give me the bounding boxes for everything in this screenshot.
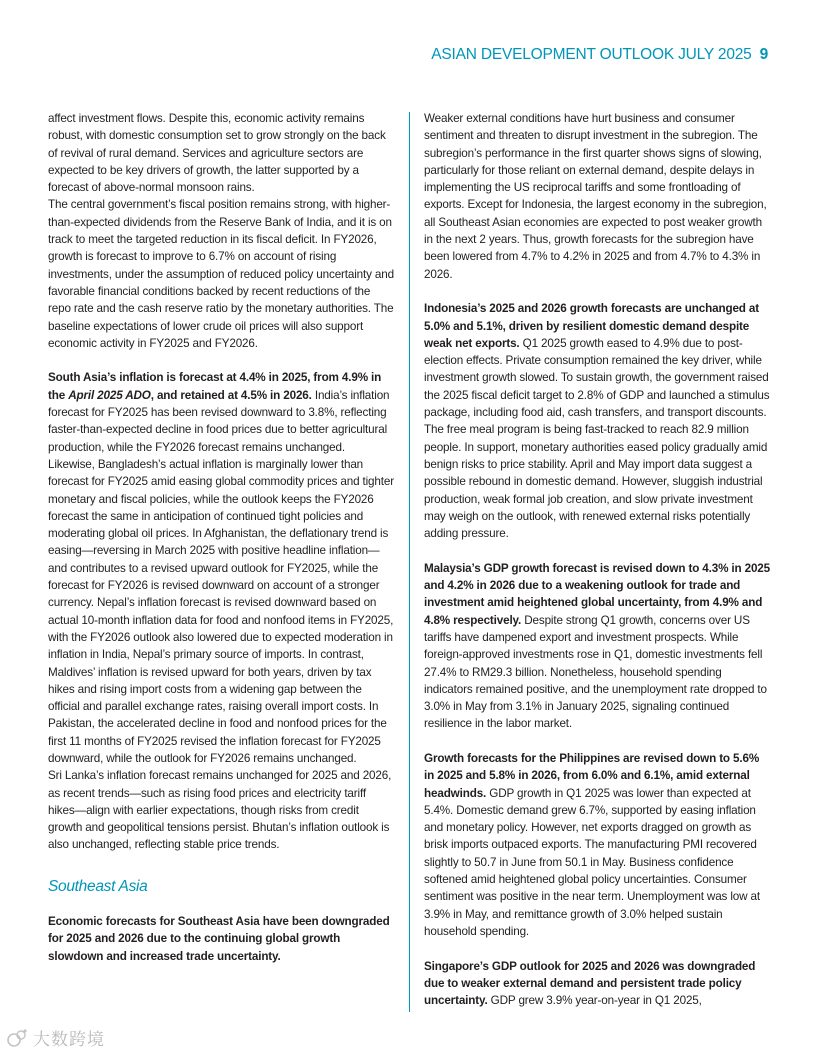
paragraph-philippines (424, 750, 770, 940)
watermark (6, 1025, 105, 1050)
lead-sentence: Malaysia’s GDP growth forecast is revised down to 4.3% in 2025 and 4.2% in 2026 due to a weakening outlook for trade and investment amid heightened global uncertainty, from 4.9% and 4.8% respectively. (424, 561, 770, 627)
report-title-italic: April 2025 ADO (68, 388, 151, 402)
paragraph-fiscal: The central government’s fiscal position remains strong, with higher-than-expected dividends from the Reserve Bank of India, and it is on track to meet the targeted reduction in its fiscal deficit. In FY2026, growth is forecast to improve to 6.7% on account of rising investments, under the assumption of reduced policy uncertainty and favorable financial conditions backed by recent reductions of the repo rate and the cash reserve ratio by the monetary authorities. The baseline expectations of lower crude oil prices will also support economic activity in FY2025 and FY2026. (48, 198, 394, 350)
body-text: Q1 2025 growth eased to 4.9% due to post-election effects. Private consumption remained the key driver, while investment growth slowed. To sustain growth, the government raised the 2025 fiscal deficit target to 2.8% of GDP and launched a stimulus package, including food aid, cash transfers, and transport discounts. The free meal program is being fast-tracked to reach 82.9 million people. In support, monetary authorities eased policy gradually amid benign risks to price stability. April and May import data suggest a possible rebound in domestic demand. However, sluggish industrial production, weak formal job creation, and slow private investment may weigh on the outlook, with renewed external risks potentially adding pressure. (424, 336, 770, 541)
left-column (48, 110, 394, 965)
body-text: Despite strong Q1 growth, concerns over US tariffs have dampened export and investment prospects. While foreign-approved investments rose in Q1, domestic investments fell 27.4% to RM29.3 billion. Nonetheless, household spending indicators remained positive, and the unemployment rate dropped to 3.0% in May from 3.1% in January 2025, signaling continued resilience in the labor market. (424, 613, 767, 731)
running-header (431, 46, 768, 64)
paragraph-external-conditions: Weaker external conditions have hurt business and consumer sentiment and threaten to disrupt investment in the subregion. The subregion’s performance in the first quarter shows signs of slowing, particularly for those reliant on external demand, despite delays in implementing the US reciprocal tariffs and some frontloading of exports. Except for Indonesia, the largest economy in the subregion, all Southeast Asian economies are expected to post weaker growth in the next 2 years. Thus, growth forecasts for the subregion have been lowered from 4.7% to 4.2% in 2025 and from 4.7% to 4.3% in 2026. (424, 112, 767, 281)
paragraph-investment: affect investment flows. Despite this, economic activity remains robust, with domestic consumption set to grow strongly on the back of revival of rural demand. Services and agriculture sectors are expected to be key drivers of growth, the latter supported by a forecast of above-normal monsoon rains. (48, 112, 386, 195)
paragraph-southeast-asia-lead (48, 913, 394, 965)
right-column (424, 110, 770, 1009)
paragraph-indonesia (424, 300, 770, 542)
lead-sentence: Indonesia’s 2025 and 2026 growth forecasts are unchanged at 5.0% and 5.1%, driven by resilient domestic demand despite weak net exports. (424, 302, 759, 350)
section-heading-southeast-asia: Southeast Asia (48, 877, 148, 895)
body-text: India’s inflation forecast for FY2025 has been revised downward to 3.8%, reflecting faster-than-expected decline in food prices due to better agricultural production, while the FY2026 forecast remains unchanged. Likewise, Bangladesh’s actual inflation is marginally lower than forecast for FY2025 amid easing global commodity prices and tighter monetary and fiscal policies, while the outlook keeps the FY2026 forecast the same in anticipation of continued tight policies and moderating global oil prices. In Afghanistan, the deflationary trend is easing—reversing in March 2025 with positive headline inflation—and contributes to a revised upward outlook for FY2025, while the forecast for FY2026 is revised downward on account of a stronger currency. Nepal’s inflation forecast is revised downward based on actual 10-month inflation data for food and nonfood items in FY2025, with the FY2026 outlook also lowered due to expected moderation in inflation in India, Nepal’s primary source of imports. In contrast, Maldives’ inflation is revised upward for both years, driven by tax hikes and rising import costs from a widening gap between the official and parallel exchange rates, raising overall import costs. In Pakistan, the accelerated decline in food and nonfood prices for the first 11 months of FY2025 revised the inflation forecast for FY2025 downward, while the outlook for FY2026 remains unchanged. (48, 388, 394, 765)
body-text: GDP growth in Q1 2025 was lower than expected at 5.4%. Domestic demand grew 6.7%, supported by easing inflation and monetary policy. However, net exports dragged on growth as brisk imports outpaced exports. The manufacturing PMI recovered slightly to 50.7 in June from 50.1 in May. Business confidence softened amid heightened global policy uncertainties. Consumer sentiment was positive in the near term. Unemployment was low at 3.9% in May, and remittance growth of 3.0% helped sustain household spending. (424, 786, 760, 938)
publication-title: ASIAN DEVELOPMENT OUTLOOK JULY 2025 (431, 46, 752, 63)
paragraph-sri-lanka: Sri Lanka’s inflation forecast remains unchanged for 2025 and 2026, as recent trends—such as rising food prices and electricity tariff hikes—align with earlier expectations, though risks from credit growth and geopolitical tensions persist. Bhutan’s inflation outlook is also unchanged, reflecting stable price trends. (48, 769, 392, 852)
watermark-logo-icon (6, 1027, 28, 1049)
paragraph-singapore (424, 958, 770, 1010)
lead-sentence: Economic forecasts for Southeast Asia have been downgraded for 2025 and 2026 due to the continuing global growth slowdown and increased trade uncertainty. (48, 915, 390, 963)
column-divider (409, 112, 410, 1012)
lead-sentence: South Asia’s inflation is forecast at 4.4% in 2025, from 4.9% in the April 2025 ADO, and retained at 4.5% in 2026. (48, 371, 382, 402)
page-number: 9 (759, 46, 768, 63)
lead-sentence: Singapore’s GDP outlook for 2025 and 2026 was downgraded due to weaker external demand and persistent trade policy uncertainty. (424, 959, 756, 1008)
body-text: GDP grew 3.9% year-on-year in Q1 2025, (487, 994, 702, 1008)
paragraph-malaysia (424, 560, 770, 733)
paragraph-south-asia-inflation (48, 369, 394, 767)
lead-sentence: Growth forecasts for the Philippines are revised down to 5.6% in 2025 and 5.8% in 2026, from 6.0% and 6.1%, amid external headwinds. (424, 751, 760, 800)
watermark-text: 大数跨境 (33, 1030, 105, 1049)
